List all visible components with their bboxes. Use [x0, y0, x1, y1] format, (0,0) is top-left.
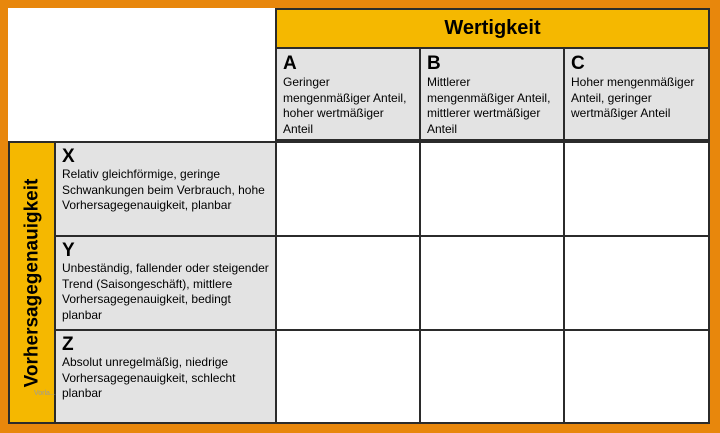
matrix-cell-ax	[275, 141, 421, 237]
row-header-y	[54, 235, 277, 331]
column-description: Geringer mengenmäßiger Anteil, hoher wertmäßiger Anteil	[283, 75, 407, 136]
column-description: Mittlerer mengenmäßiger Anteil, mittlerer wertmäßiger Anteil	[427, 75, 551, 136]
row-description: Absolut unregelmäßig, niedrige Vorhersagegenauigkeit, schlecht planbar	[62, 355, 236, 400]
row-letter: Y	[62, 240, 75, 261]
side-label-text: Vorhersagegenauigkeit	[21, 178, 42, 387]
row-description: Relativ gleichförmige, geringe Schwankungen beim Verbrauch, hohe Vorhersagegenauigkeit, planbar	[62, 167, 265, 212]
matrix-cell-by	[419, 235, 565, 331]
column-letter: B	[427, 53, 441, 74]
column-description: Hoher mengenmäßiger Anteil, geringer wertmäßiger Anteil	[571, 75, 695, 120]
column-letter: C	[571, 53, 585, 74]
vorhersagegenauigkeit-side-label	[8, 141, 56, 424]
matrix-cell-cy	[563, 235, 710, 331]
row-header-x	[54, 141, 277, 237]
wertigkeit-header	[275, 8, 710, 49]
abc-xyz-matrix	[8, 8, 710, 424]
column-header-c	[563, 47, 710, 141]
wertigkeit-title: Wertigkeit	[444, 17, 541, 39]
matrix-cell-bx	[419, 141, 565, 237]
column-letter: A	[283, 53, 297, 74]
matrix-cell-cx	[563, 141, 710, 237]
row-letter: X	[62, 146, 75, 167]
empty-corner	[8, 8, 275, 141]
matrix-cell-bz	[419, 329, 565, 424]
matrix-cell-az	[275, 329, 421, 424]
watermark-text: Vorla...	[34, 390, 56, 397]
row-description: Unbeständig, fallender oder steigender Trend (Saisongeschäft), mittlere Vorhersagegenauigkeit, bedingt planbar	[62, 261, 269, 322]
row-letter: Z	[62, 334, 74, 355]
column-header-b	[419, 47, 565, 141]
matrix-cell-cz	[563, 329, 710, 424]
matrix-cell-ay	[275, 235, 421, 331]
row-header-z	[54, 329, 277, 424]
column-header-a	[275, 47, 421, 141]
